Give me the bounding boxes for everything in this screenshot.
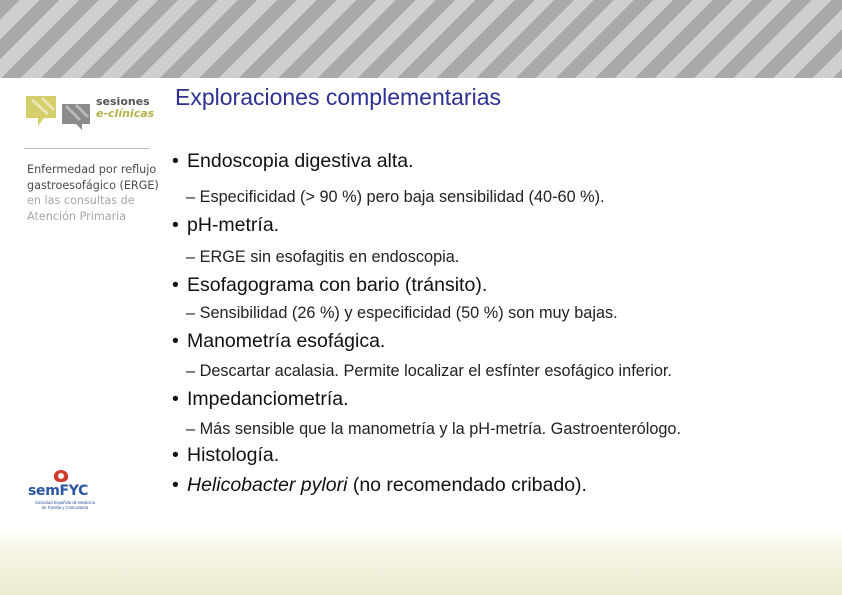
- semfyc-name-part2: FYC: [59, 483, 89, 499]
- bullet-marker: •: [172, 150, 179, 172]
- sub-bullet-item: – Especificidad (> 90 %) pero baja sensibilidad (40-60 %).: [186, 188, 605, 206]
- bullet-marker: •: [172, 214, 179, 236]
- semfyc-subtitle: [28, 500, 102, 510]
- bullet-item: [172, 474, 587, 497]
- bullet-item: [172, 330, 385, 353]
- bullet-text: Impedanciometría.: [187, 388, 349, 410]
- slide-title: Exploraciones complementarias: [175, 84, 501, 110]
- semfyc-name: [28, 483, 88, 499]
- sub-bullet-item: – ERGE sin esofagitis en endoscopia.: [186, 248, 460, 266]
- header-stripe-band: [0, 0, 842, 78]
- sub-bullet-item: – Más sensible que la manometría y la pH-metría. Gastroenterólogo.: [186, 420, 682, 438]
- speech-bubbles-icon: [24, 92, 94, 132]
- sidebar-divider: [24, 148, 150, 149]
- bullet-item: [172, 444, 279, 467]
- semfyc-name-part1: sem: [28, 483, 60, 499]
- bullet-marker: •: [172, 274, 179, 296]
- sidebar-description: [27, 162, 167, 224]
- semfyc-logo: [24, 470, 124, 512]
- semfyc-subtitle-line1: Sociedad Española de Medicina: [35, 500, 95, 505]
- bullet-text-rest: (no recomendado cribado).: [347, 474, 587, 496]
- sidebar-description-line: Enfermedad por reflujo: [27, 163, 157, 176]
- bullet-marker: •: [172, 474, 179, 496]
- bullet-item: [172, 214, 279, 237]
- bullet-marker: •: [172, 330, 179, 352]
- bullet-item: [172, 150, 414, 173]
- bullet-text: Manometría esofágica.: [187, 330, 386, 352]
- sidebar-description-line: gastroesofágico (ERGE): [27, 178, 159, 192]
- logo-wordmark: [96, 96, 176, 120]
- bullet-text: Endoscopia digestiva alta.: [187, 150, 414, 172]
- bullet-item: [172, 274, 487, 297]
- bullet-text: pH-metría.: [187, 214, 280, 236]
- bullet-text-italic: Helicobacter pylori: [187, 474, 348, 496]
- bullet-item: [172, 388, 349, 411]
- semfyc-emblem-icon: [54, 470, 68, 482]
- sub-bullet-item: – Descartar acalasia. Permite localizar el esfínter esofágico inferior.: [186, 362, 672, 380]
- bullet-text: Esofagograma con bario (tránsito).: [187, 274, 488, 296]
- sidebar-description-line: Atención Primaria: [27, 209, 127, 223]
- bullet-marker: •: [172, 444, 179, 466]
- logo-line-1: sesiones: [96, 95, 150, 108]
- semfyc-subtitle-line2: de Familia y Comunitaria: [41, 505, 89, 510]
- bullet-marker: •: [172, 388, 179, 410]
- logo-line-2: e-clínicas: [96, 107, 155, 120]
- footer-gradient-band: [0, 528, 842, 595]
- bullet-text: Histología.: [187, 444, 280, 466]
- sidebar-description-line: en las consultas de: [27, 194, 135, 207]
- sub-bullet-item: – Sensibilidad (26 %) y especificidad (50 %) son muy bajas.: [186, 304, 618, 322]
